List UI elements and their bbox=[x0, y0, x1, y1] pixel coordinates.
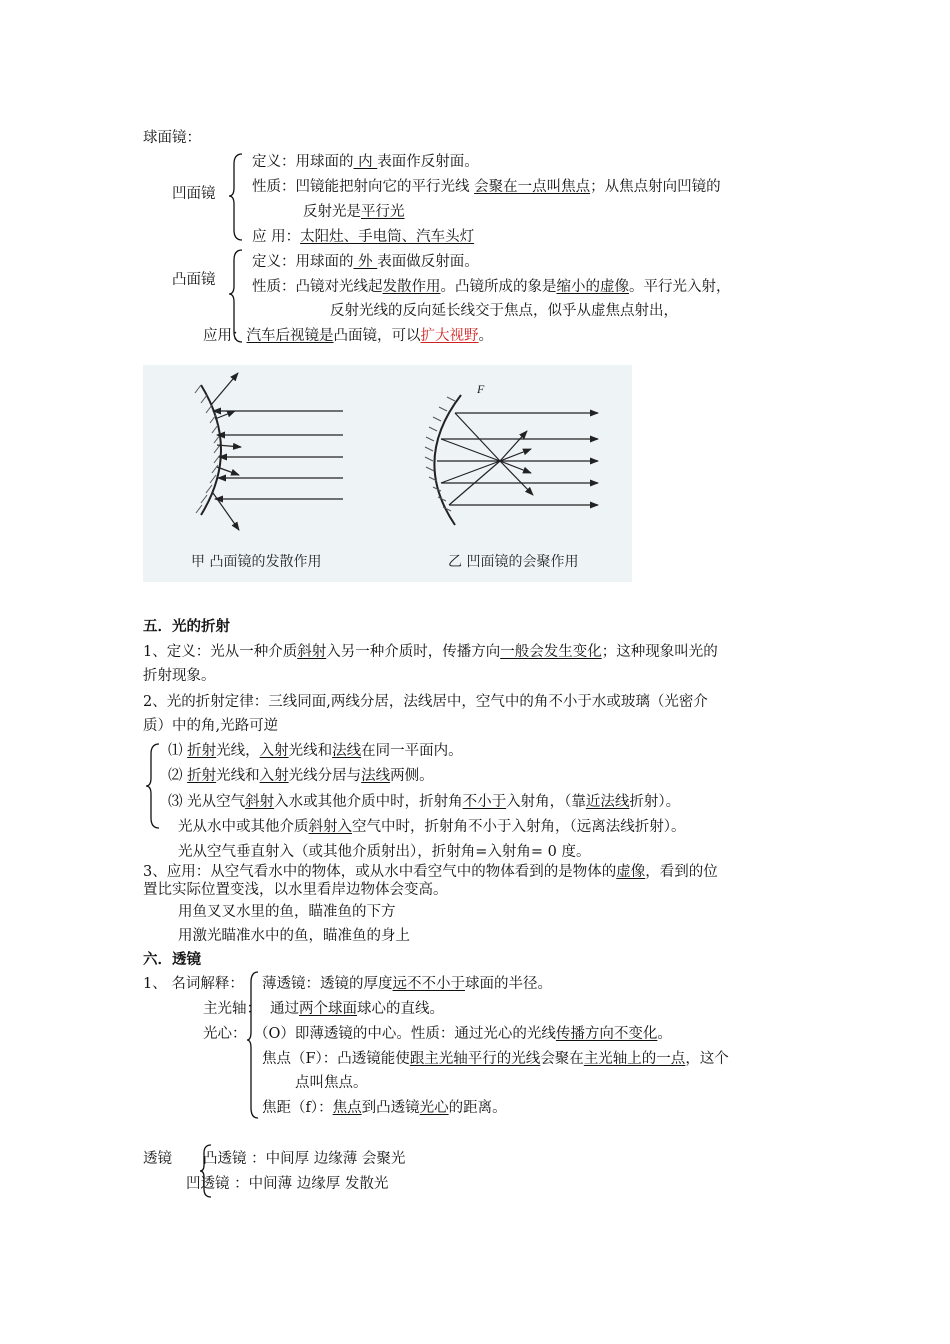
focal-point-definition: 焦点（F）：凸透镜能使跟主光轴平行的光线会聚在主光轴上的一点，这个 bbox=[262, 1051, 729, 1067]
convex-property-line2: 反射光线的反向延长线交于焦点，似乎从虚焦点射出， bbox=[330, 303, 678, 319]
optical-center-definition: （O）即薄透镜的中心。性质：通过光心的光线传播方向不变化。 bbox=[254, 1026, 672, 1042]
refraction-law: 2、光的折射定律：三线同面,两线分居，法线居中，空气中的角不小于水或玻璃（光密介 bbox=[143, 694, 708, 710]
refraction-heading: 五．光的折射 bbox=[143, 619, 230, 635]
convex-mirror-drawing bbox=[195, 373, 343, 530]
refraction-items-brace bbox=[145, 742, 161, 830]
mirror-diagram-figure bbox=[143, 365, 632, 582]
concave-property: 性质：凹镜能把射向它的平行光线 会聚在一点叫焦点；从焦点射向凹镜的 bbox=[252, 179, 721, 195]
concave-application: 应 用：太阳灶、手电筒、汽车头灯 bbox=[252, 229, 475, 245]
focal-point-definition-line2: 点叫焦点。 bbox=[295, 1075, 368, 1091]
fish-example-1: 用鱼叉叉水里的鱼，瞄准鱼的下方 bbox=[178, 904, 396, 920]
caption-left: 甲 凸面镜的发散作用 bbox=[191, 554, 322, 570]
convex-application: 应用：汽车后视镜是凸面镜，可以扩大视野。 bbox=[203, 328, 493, 344]
lens-types-label: 透镜 bbox=[143, 1151, 172, 1167]
principal-axis-label: 主光轴： bbox=[203, 1001, 261, 1017]
lens-heading: 六．透镜 bbox=[143, 952, 201, 968]
focal-length-definition: 焦距（f）：焦点到凸透镜光心的距离。 bbox=[262, 1100, 507, 1116]
refraction-application-line2: 置比实际位置变浅，以水里看岸边物体会变高。 bbox=[143, 882, 448, 898]
concave-property-line2: 反射光是平行光 bbox=[303, 204, 405, 220]
refraction-item-1: ⑴ 折射光线，入射光线和法线在同一平面内。 bbox=[168, 743, 463, 759]
fish-example-2: 用激光瞄准水中的鱼，瞄准鱼的身上 bbox=[178, 928, 410, 944]
mirrors-heading: 球面镜： bbox=[143, 130, 201, 146]
mirror-diagram bbox=[143, 365, 632, 582]
concave-mirror-drawing bbox=[425, 382, 598, 525]
refraction-law-line2: 质）中的角,光路可逆 bbox=[143, 718, 279, 734]
refraction-item-4: 光从水中或其他介质斜射入空气中时，折射角不小于入射角，（远离法线折射）。 bbox=[178, 819, 686, 835]
concave-definition: 定义：用球面的 内 表面作反射面。 bbox=[252, 154, 479, 170]
principal-axis-definition: 通过两个球面球心的直线。 bbox=[270, 1001, 444, 1017]
optical-center-label: 光心： bbox=[203, 1026, 247, 1042]
lens-terms-label: 1、 名词解释： bbox=[143, 976, 244, 992]
concave-lens-row: 凹透镜 ：中间薄 边缘厚 发散光 bbox=[186, 1176, 389, 1192]
refraction-item-2: ⑵ 折射光线和入射光线分居与法线两侧。 bbox=[168, 768, 434, 784]
refraction-item-5: 光从空气垂直射入（或其他介质射出），折射角=入射角= 0 度。 bbox=[178, 844, 591, 860]
convex-definition: 定义：用球面的 外 表面做反射面。 bbox=[252, 254, 479, 270]
refraction-item-3: ⑶ 光从空气斜射入水或其他介质中时，折射角不小于入射角，（靠近法线折射）。 bbox=[168, 794, 681, 810]
refraction-definition-line2: 折射现象。 bbox=[143, 668, 216, 684]
refraction-definition: 1、定义：光从一种介质斜射入另一种介质时，传播方向一般会发生变化；这种现象叫光的 bbox=[143, 644, 718, 660]
refraction-application: 3、应用：从空气看水中的物体，或从水中看空气中的物体看到的是物体的虚像，看到的位 bbox=[143, 864, 718, 880]
concave-mirror-label: 凹面镜 bbox=[172, 186, 216, 202]
convex-property: 性质：凸镜对光线起发散作用。凸镜所成的象是缩小的虚像。平行光入射， bbox=[252, 279, 731, 295]
focus-label: F bbox=[477, 382, 485, 396]
concave-brace bbox=[228, 152, 244, 242]
convex-mirror-label: 凸面镜 bbox=[172, 272, 216, 288]
lens-terms-brace bbox=[246, 970, 260, 1120]
convex-lens-row: 凸透镜 ：中间厚 边缘薄 会聚光 bbox=[203, 1151, 406, 1167]
thin-lens-definition: 薄透镜：透镜的厚度远不不小于球面的半径。 bbox=[262, 976, 552, 992]
caption-right: 乙 凹面镜的会聚作用 bbox=[448, 554, 579, 570]
